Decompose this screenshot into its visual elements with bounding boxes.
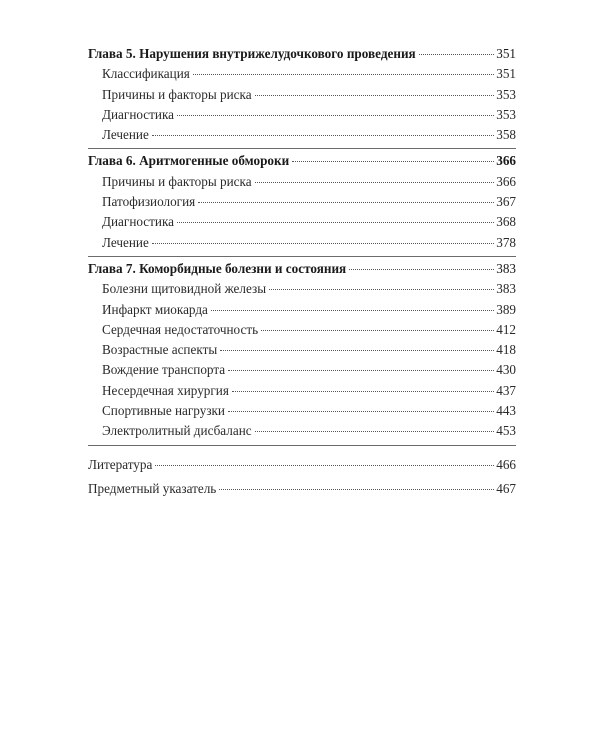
entry-label: Диагностика [102,106,175,122]
page-number: 412 [496,321,516,337]
entry-label: Лечение [102,234,149,250]
dot-leader [155,465,494,466]
page-number: 466 [496,456,516,472]
chapter-5 [88,44,516,145]
dot-leader [255,182,495,183]
dot-leader [269,289,494,290]
page-number: 351 [496,66,516,82]
page-number: 389 [496,301,516,317]
dot-leader [219,489,494,490]
page-number: 383 [496,260,516,276]
entry-label: Причины и факторы риска [102,173,252,189]
toc-entry[interactable] [88,360,516,380]
page-number: 443 [496,403,516,419]
dot-leader [193,74,494,75]
chapter-title: Глава 6. Аритмогенные обмороки [88,153,290,169]
dot-leader [255,431,495,432]
chapter-heading[interactable] [88,151,516,171]
toc-entry-subject-index[interactable] [88,479,516,499]
page-number: 353 [496,86,516,102]
dot-leader [349,269,494,270]
toc-entry[interactable] [88,320,516,340]
page-number: 368 [496,214,516,230]
dot-leader [292,161,494,162]
entry-label: Вождение транспорта [102,362,226,378]
toc-entry[interactable] [88,64,516,84]
table-of-contents [88,44,516,499]
page-number: 367 [496,194,516,210]
section-divider [88,445,516,446]
dot-leader [261,330,494,331]
chapter-6 [88,151,516,252]
dot-leader [152,135,494,136]
section-divider [88,148,516,149]
entry-label: Болезни щитовидной железы [102,281,267,297]
dot-leader [152,243,494,244]
entry-label: Литература [88,456,153,472]
page-number: 467 [496,480,516,496]
spacer [88,448,516,455]
entry-label: Инфаркт миокарда [102,301,208,317]
entry-label: Возрастные аспекты [102,342,218,358]
entry-label: Диагностика [102,214,175,230]
page-number: 437 [496,382,516,398]
entry-label: Классификация [102,66,190,82]
toc-entry[interactable] [88,125,516,145]
chapter-title: Глава 7. Коморбидные болезни и состояния [88,260,347,276]
entry-label: Предметный указатель [88,480,217,496]
toc-entry[interactable] [88,105,516,125]
toc-entry[interactable] [88,233,516,253]
dot-leader [211,310,494,311]
entry-label: Несердечная хирургия [102,382,229,398]
page-number: 353 [496,106,516,122]
chapter-title: Глава 5. Нарушения внутрижелудочкового проведения [88,46,416,61]
dot-leader [419,54,495,55]
page-number: 383 [496,281,516,297]
dot-leader [198,202,494,203]
dot-leader [177,222,494,223]
chapter-heading[interactable] [88,44,516,64]
chapter-7 [88,259,516,442]
toc-entry-bibliography[interactable] [88,455,516,475]
dot-leader [177,115,494,116]
page-number: 366 [496,153,516,169]
toc-entry[interactable] [88,212,516,232]
dot-leader [232,391,494,392]
dot-leader [228,370,494,371]
entry-label: Лечение [102,127,149,143]
dot-leader [220,350,494,351]
toc-entry[interactable] [88,421,516,441]
page-number: 358 [496,127,516,143]
entry-label: Сердечная недостаточность [102,321,259,337]
toc-entry[interactable] [88,300,516,320]
chapter-heading[interactable] [88,259,516,279]
toc-entry[interactable] [88,172,516,192]
page-number: 351 [496,46,516,61]
entry-label: Электролитный дисбаланс [102,423,252,439]
toc-entry[interactable] [88,279,516,299]
entry-label: Спортивные нагрузки [102,403,225,419]
dot-leader [228,411,494,412]
entry-label: Патофизиология [102,194,196,210]
page-number: 366 [496,173,516,189]
dot-leader [255,95,495,96]
page-number: 430 [496,362,516,378]
entry-label: Причины и факторы риска [102,86,252,102]
toc-entry[interactable] [88,401,516,421]
page-number: 418 [496,342,516,358]
toc-entry[interactable] [88,381,516,401]
toc-entry[interactable] [88,192,516,212]
toc-entry[interactable] [88,340,516,360]
section-divider [88,256,516,257]
page-number: 378 [496,234,516,250]
toc-entry[interactable] [88,85,516,105]
page-number: 453 [496,423,516,439]
